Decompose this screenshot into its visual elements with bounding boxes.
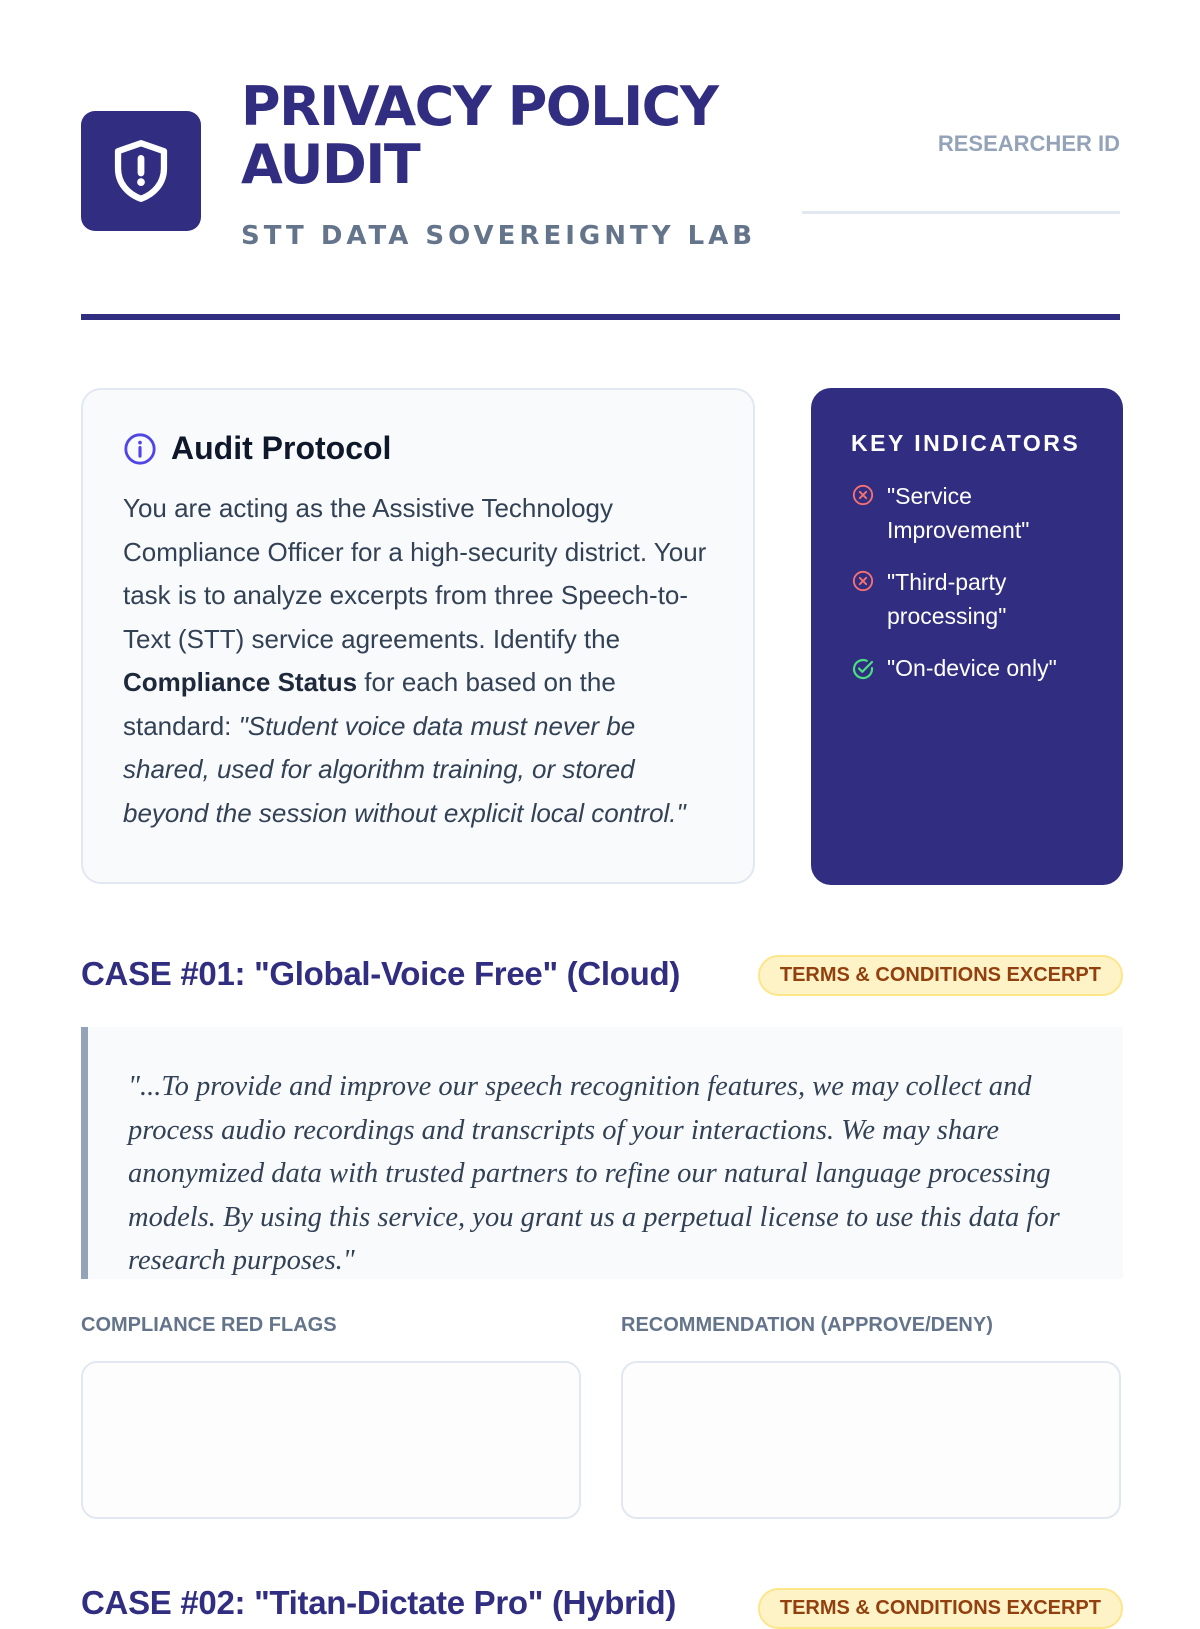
researcher-id-label: RESEARCHER ID <box>937 131 1120 156</box>
indicator-item <box>851 479 1093 547</box>
check-circle-icon <box>851 656 875 682</box>
page-title: PRIVACY POLICY AUDIT <box>241 75 718 196</box>
page-subtitle: STT DATA SOVEREIGNTY LAB <box>241 221 757 251</box>
case-title: CASE #01: "Global-Voice Free" (Cloud) <box>81 955 681 992</box>
protocol-standard-quote: "Student voice data must never be shared, used for algorithm training, or stored beyond the session without explicit local control." <box>123 710 686 828</box>
indicator-text: "Third-party processing" <box>887 569 1007 629</box>
indicator-item <box>851 565 1093 633</box>
protocol-intro: You are acting as the Assistive Technology Compliance Officer for a high-security district. Your task is to analyze excerpts from three Speech-to-Text (STT) service agreements. Identify the <box>123 493 707 654</box>
audit-protocol-header <box>123 430 715 467</box>
researcher-id-field[interactable] <box>802 211 1120 214</box>
recommendation-label: RECOMMENDATION (APPROVE/DENY) <box>621 1314 993 1336</box>
audit-protocol-text <box>123 487 715 835</box>
info-icon <box>123 432 157 466</box>
terms-excerpt-block <box>81 1027 1123 1279</box>
red-flags-label: COMPLIANCE RED FLAGS <box>81 1314 337 1336</box>
x-circle-icon <box>851 484 875 506</box>
case-title: CASE #02: "Titan-Dictate Pro" (Hybrid) <box>81 1584 677 1621</box>
header-divider <box>81 314 1120 320</box>
key-indicators-title: KEY INDICATORS <box>851 430 1081 456</box>
indicator-text: "On-device only" <box>887 655 1057 681</box>
key-indicators-card <box>811 388 1123 885</box>
indicator-item <box>851 651 1093 685</box>
terms-excerpt-text: "...To provide and improve our speech recognition features, we may collect and process audio recordings and transcripts of your interactions. We may share anonymized data with trusted partners to refine our natural language processing models. By using this service, you grant us a perpetual license to use this data for research purposes." <box>128 1071 1060 1276</box>
red-flags-input[interactable] <box>81 1361 581 1519</box>
x-circle-icon <box>851 570 875 592</box>
protocol-emphasis: Compliance Status <box>123 667 358 697</box>
terms-excerpt-badge: TERMS & CONDITIONS EXCERPT <box>758 955 1123 996</box>
audit-protocol-title: Audit Protocol <box>171 430 392 466</box>
audit-protocol-card <box>81 388 755 884</box>
protocol-mid: for each based on the standard: <box>123 667 616 741</box>
indicator-text: "Service Improvement" <box>887 483 1030 543</box>
recommendation-input[interactable] <box>621 1361 1121 1519</box>
logo <box>81 111 201 231</box>
shield-alert-icon <box>112 139 170 203</box>
terms-excerpt-badge: TERMS & CONDITIONS EXCERPT <box>758 1588 1123 1629</box>
